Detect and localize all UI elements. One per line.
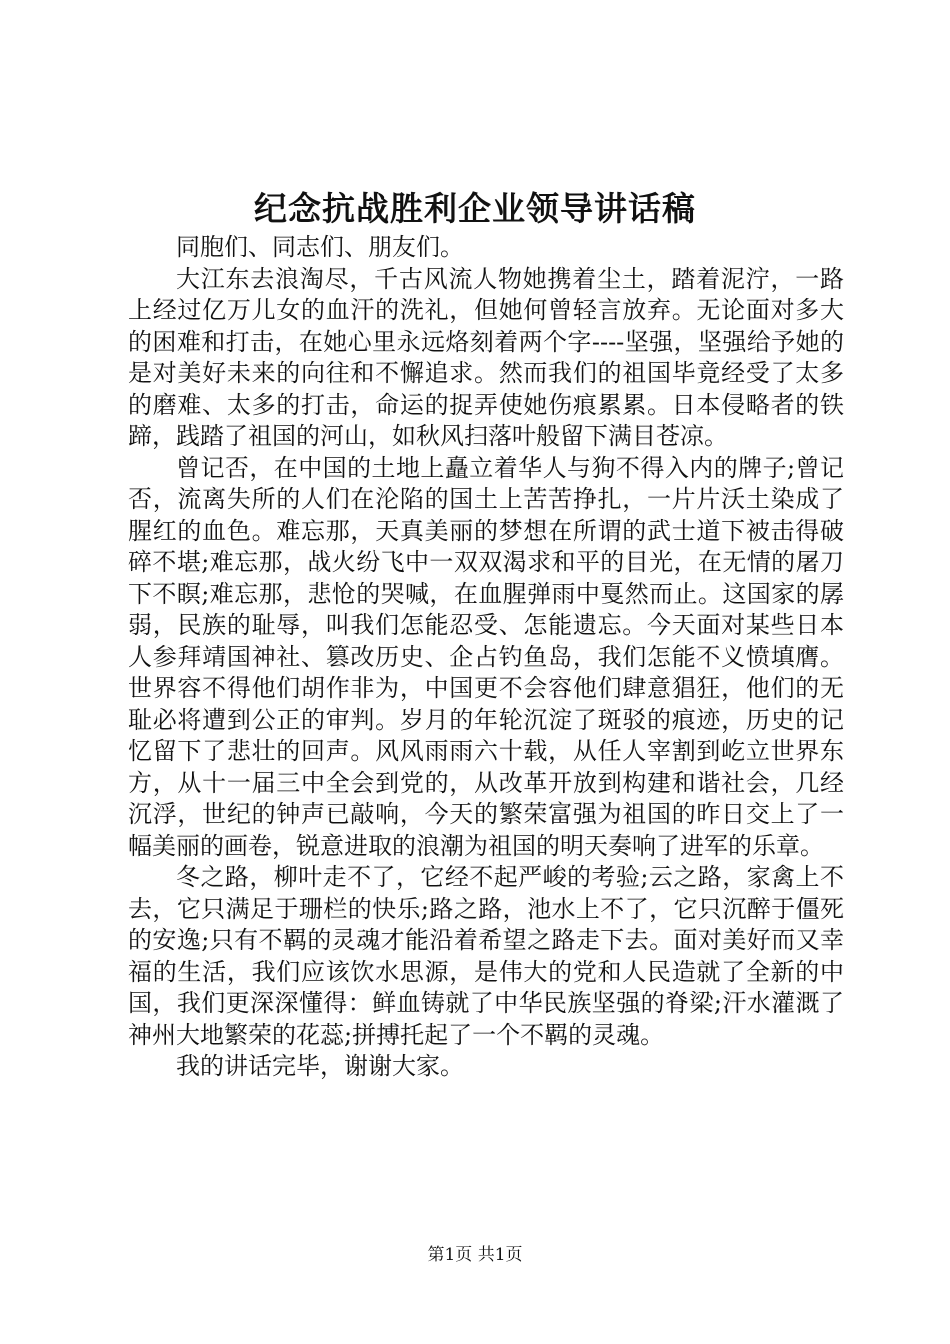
document-body: [128, 232, 844, 1083]
paragraph-3: 冬之路，柳叶走不了，它经不起严峻的考验;云之路，家禽上不去，它只满足于珊栏的快乐;路之路，池水上不了，它只沉醉于僵死的安逸;只有不羁的灵魂才能沿着希望之路走下去。面对美好而又幸福的生活，我们应该饮水思源，是伟大的党和人民造就了全新的中国，我们更深深懂得：鲜血铸就了中华民族坚强的脊梁;汗水灌溉了神州大地繁荣的花蕊;拼搏托起了一个不羁的灵魂。: [128, 863, 844, 1049]
paragraph-greeting: 同胞们、同志们、朋友们。: [176, 233, 464, 261]
paragraph-1: 大江东去浪淘尽，千古风流人物她携着尘土，踏着泥泞，一路上经过亿万儿女的血汗的洗礼，但她何曾轻言放弃。无论面对多大的困难和打击，在她心里永远烙刻着两个字----坚强，坚强给予她的是对美好未来的向往和不懈追求。然而我们的祖国毕竟经受了太多的磨难、太多的打击，命运的捉弄使她伤痕累累。日本侵略者的铁蹄，践踏了祖国的河山，如秋风扫落叶般留下满目苍凉。: [128, 264, 844, 450]
page-number-footer: 第1页 共1页: [427, 1245, 523, 1265]
paragraph-closing: 我的讲话完毕，谢谢大家。: [176, 1052, 464, 1080]
document-title: 纪念抗战胜利企业领导讲话稿: [254, 189, 696, 228]
paragraph-2: 曾记否，在中国的土地上矗立着华人与狗不得入内的牌子;曾记否，流离失所的人们在沦陷的国土上苦苦挣扎，一片片沃土染成了腥红的血色。难忘那，天真美丽的梦想在所谓的武士道下被击得破碎不堪;难忘那，战火纷飞中一双双渴求和平的目光，在无情的屠刀下不瞑;难忘那，悲怆的哭喊，在血腥弹雨中戛然而止。这国家的孱弱，民族的耻辱，叫我们怎能忍受、怎能遗忘。今天面对某些日本人参拜靖国神社、篡改历史、企占钓鱼岛，我们怎能不义愤填膺。世界容不得他们胡作非为，中国更不会容他们肆意猖狂，他们的无耻必将遭到公正的审判。岁月的年轮沉淀了斑驳的痕迹，历史的记忆留下了悲壮的回声。风风雨雨六十载，从任人宰割到屹立世界东方，从十一届三中全会到党的，从改革开放到构建和谐社会，几经沉浮，世纪的钟声已敲响，今天的繁荣富强为祖国的昨日交上了一幅美丽的画卷，锐意进取的浪潮为祖国的明天奏响了进军的乐章。: [128, 453, 844, 860]
